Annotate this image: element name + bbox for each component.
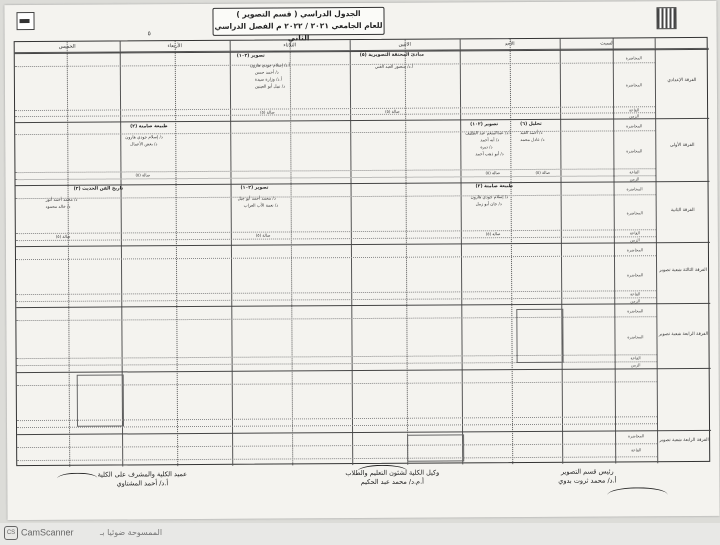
course-teacher: د/ عادل محمد xyxy=(520,136,545,143)
course-title: طبيعة صامتة (٢) xyxy=(130,124,168,130)
room-label: صالة (٥) xyxy=(485,231,501,237)
col-header-sunday: الأحد xyxy=(460,39,560,51)
course-teacher: د/ بعض الأعمال xyxy=(130,141,158,147)
room-label: صالة (٥) xyxy=(535,169,551,175)
sub-label: المحاضرة xyxy=(625,55,642,61)
course-title: تصوير (١٠٢) xyxy=(236,53,265,59)
divider xyxy=(230,41,234,466)
faculty-logo-right xyxy=(656,7,676,29)
sub-label: القاعة xyxy=(629,107,640,113)
camscanner-brand xyxy=(4,526,74,540)
sub-label: المحاضرة xyxy=(626,186,643,192)
course-teacher: د/ محمد أحمد أنور xyxy=(45,196,78,202)
sub-label: الزمن xyxy=(629,176,640,182)
course-teacher: د/ ديرة xyxy=(480,144,493,150)
divider xyxy=(350,40,354,465)
sub-label: المحاضرة xyxy=(625,82,643,88)
sub-label: المحاضرة xyxy=(626,210,643,216)
course-teacher: د/ محمد أحمد أبو جبل xyxy=(237,195,276,201)
sub-label: الزمن xyxy=(629,237,640,243)
course-teacher: أ.د/ عبدالمنعم عبد الظليف xyxy=(465,130,511,136)
course-title: تاريخ الفن الحديث (٢) xyxy=(73,186,124,192)
level-label: الفرقة الأولى xyxy=(670,142,695,149)
course-box xyxy=(77,374,124,426)
university-logo-left xyxy=(16,12,34,30)
course-teacher: د/ خالد محمود xyxy=(45,203,71,209)
signatures xyxy=(7,463,719,517)
camscanner-label: CamScanner xyxy=(21,527,74,538)
divider xyxy=(16,255,656,260)
course-teacher: أ.د/ إسلام جودي هارون xyxy=(249,62,290,68)
course-box xyxy=(516,309,563,363)
room-label: صالة (٥) xyxy=(385,108,400,114)
divider xyxy=(16,297,656,302)
title-line-1: الجدول الدراسي ( قسم التصوير ) xyxy=(236,9,361,19)
divider xyxy=(560,39,564,464)
course-title: طبيعة صامتة (٢) xyxy=(475,184,513,190)
divider xyxy=(175,41,179,466)
col-header-wednesday: الأربعاء xyxy=(120,41,230,53)
sub-label: الزمن xyxy=(629,113,639,119)
col-header-monday: الاثنين xyxy=(350,39,460,51)
room-label: صالة (٥) xyxy=(485,170,501,176)
col-header-tuesday: الثلاثاء xyxy=(230,40,350,52)
course-title: مبادئ المحتفة التصويرية (٥) xyxy=(359,52,424,59)
course-teacher: د/ إسلام جودي هارون xyxy=(125,134,163,140)
title-line-2: للعام الجامعي ٢٠٢١ / ٢٠٢٢ م الفصل الدراسي الثاني xyxy=(214,20,383,43)
divider xyxy=(17,443,657,448)
sub-label: الزمن xyxy=(630,298,641,304)
level-label: الفرقة الرابعة شعبة تصوير xyxy=(658,331,709,338)
divider xyxy=(15,130,655,135)
divider xyxy=(16,194,656,199)
course-teacher: د/ نبيل أبو العينين xyxy=(254,83,286,89)
divider xyxy=(16,290,656,295)
course-title: تحليل (٦) xyxy=(520,121,542,128)
stray-mark: ٥ xyxy=(147,30,151,38)
course-teacher: أ.د/ منصور العبد الغني xyxy=(374,63,414,69)
divider xyxy=(17,456,657,461)
course-teacher: د/ جان أبو زمل xyxy=(475,201,502,207)
level-label: الفرقة الثانية xyxy=(670,207,695,214)
course-title: تصوير (١٠٢) xyxy=(470,122,499,128)
room-label: صالة (٥) xyxy=(55,233,71,239)
course-teacher: أ.د/ وزارة سيدة xyxy=(254,76,282,82)
sub-label: القاعة xyxy=(630,355,641,361)
sub-label: القاعة xyxy=(629,230,640,236)
divider xyxy=(290,40,294,465)
camscanner-icon: CS xyxy=(4,526,18,540)
divider xyxy=(15,106,655,111)
signature-title: عميد الكلية والمشرف على الكلية xyxy=(97,470,188,479)
divider xyxy=(15,175,655,180)
signature-name: أ.م.د/ محمد عبد الحكيم xyxy=(360,477,424,487)
sub-label: المحاضرة xyxy=(626,148,643,154)
course-teacher: د/ إسلام جودي هارون xyxy=(470,194,509,200)
level-label: الفرقة الإعدادي xyxy=(667,77,697,84)
col-header-saturday: السبت xyxy=(560,38,655,50)
sub-label: المحاضرة xyxy=(627,334,644,340)
signature-name: أ.د/ أحمد المشتاوي xyxy=(116,479,169,488)
course-teacher: د/ أحمد حسن xyxy=(254,69,279,75)
course-teacher: د/ نعمة الأب العراب xyxy=(243,202,279,208)
course-teacher: د/ أنه أحمد xyxy=(480,137,500,143)
room-label: صالة (٥) xyxy=(135,172,151,178)
course-teacher: د/ أحمد العبد xyxy=(520,129,543,136)
signature-title: وكيل الكلية لشئون التعليم والطلاب xyxy=(345,468,440,478)
level-label: الفرقة الرابعة شعبة تصوير xyxy=(659,437,709,444)
divider xyxy=(510,39,514,464)
header xyxy=(4,1,716,41)
timetable-grid xyxy=(14,37,711,466)
signature-title: رئيس قسم التصوير xyxy=(560,467,614,476)
sub-label: المحاضرة xyxy=(626,123,643,129)
col-header-level xyxy=(655,38,709,49)
divider xyxy=(15,62,655,67)
scanner-watermark xyxy=(0,523,720,545)
scanned-by-label: الممسوحة ضوئيا بـ xyxy=(100,528,163,537)
handwritten-signature xyxy=(607,487,667,502)
sub-label: القاعة xyxy=(631,447,642,453)
course-box xyxy=(407,434,464,461)
sub-label: المحاضرة xyxy=(627,308,644,314)
schedule-title xyxy=(212,7,384,43)
room-label: صالة (٥) xyxy=(260,109,275,115)
sub-label: القاعة xyxy=(629,169,640,175)
signature-department-head xyxy=(527,467,647,486)
course-title: تصوير (١٠٢) xyxy=(240,185,269,191)
divider xyxy=(67,42,71,467)
level-label: الفرقة الثالثة شعبة تصوير xyxy=(659,267,707,274)
sub-label: الزمن xyxy=(630,362,641,368)
course-teacher: د/ أبو ذهب أحمد xyxy=(475,151,504,157)
divider xyxy=(460,39,464,464)
col-header-thursday: الخميس xyxy=(15,41,120,53)
sub-label: المحاضرة xyxy=(627,433,645,439)
sub-label: المحاضرة xyxy=(626,272,644,278)
sub-label: القاعة xyxy=(630,291,641,297)
signature-name: أ.د/ محمد ثروت بدوي xyxy=(558,476,617,485)
divider xyxy=(405,40,409,465)
sub-label: المحاضرة xyxy=(626,247,644,253)
room-label: صالة (٥) xyxy=(255,232,271,238)
schedule-page xyxy=(4,1,719,520)
